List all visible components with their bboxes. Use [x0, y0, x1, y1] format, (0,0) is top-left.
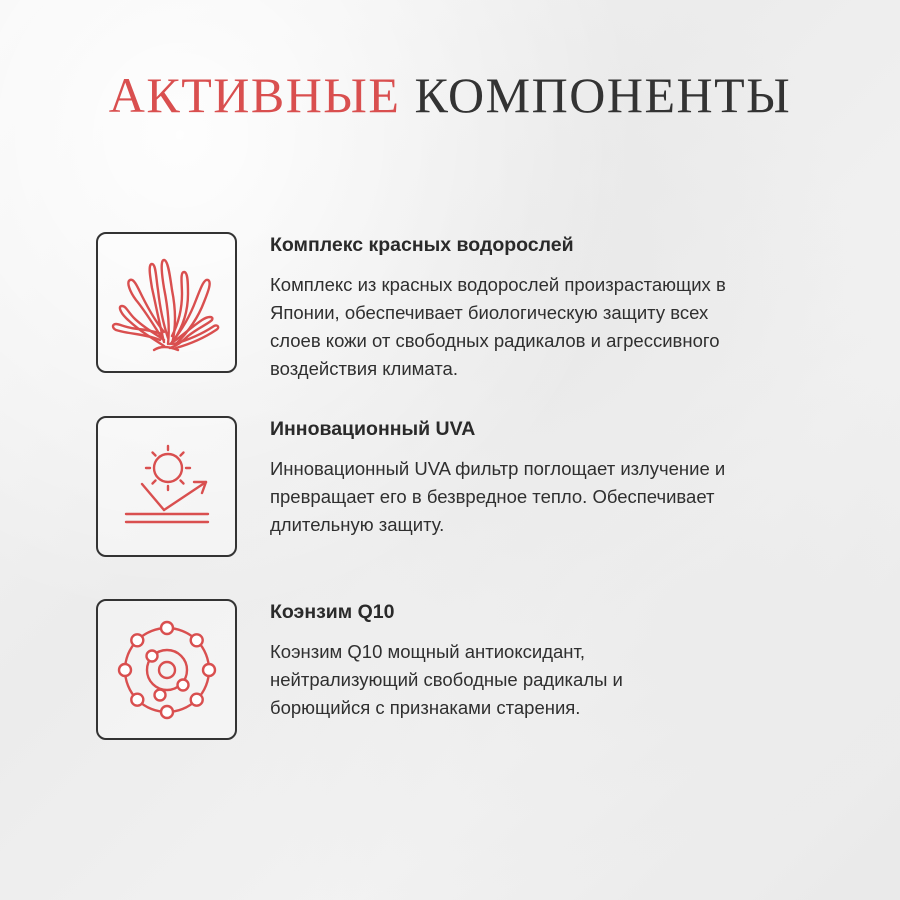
molecule-icon: [98, 601, 235, 738]
component-description: [270, 455, 826, 539]
description-line: нейтрализующий свободные радикалы и: [270, 669, 623, 690]
icon-frame: [96, 416, 237, 557]
sun-reflection-icon: [98, 418, 235, 555]
component-heading: Комплекс красных водорослей: [270, 234, 574, 256]
description-line: слоев кожи от свободных радикалов и агрессивного: [270, 330, 720, 351]
icon-frame: [96, 232, 237, 373]
component-text: [270, 416, 826, 539]
description-line: превращает его в безвредное тепло. Обеспечивает: [270, 486, 715, 507]
component-text: [270, 599, 826, 722]
description-line: борющийся с признаками старения.: [270, 697, 581, 718]
component-text: [270, 232, 826, 383]
title-accent: АКТИВНЫЕ: [108, 67, 401, 123]
component-description: [270, 271, 826, 383]
icon-frame: [96, 599, 237, 740]
component-item-seaweed: [96, 232, 826, 379]
component-heading: Коэнзим Q10: [270, 601, 395, 623]
seaweed-icon: [98, 234, 235, 371]
component-item-uva: [96, 416, 826, 560]
component-item-q10: [96, 599, 826, 743]
description-line: Японии, обеспечивает биологическую защиту всех: [270, 302, 709, 323]
component-heading: Инновационный UVA: [270, 418, 476, 440]
description-line: воздействия климата.: [270, 358, 458, 379]
description-line: Комплекс из красных водорослей произрастающих в: [270, 274, 726, 295]
description-line: длительную защиту.: [270, 514, 445, 535]
title-rest: КОМПОНЕНТЫ: [414, 67, 792, 123]
page-title: [0, 62, 900, 128]
description-line: Коэнзим Q10 мощный антиоксидант,: [270, 641, 586, 662]
description-line: Инновационный UVA фильтр поглощает излучение и: [270, 458, 726, 479]
component-description: [270, 638, 826, 722]
